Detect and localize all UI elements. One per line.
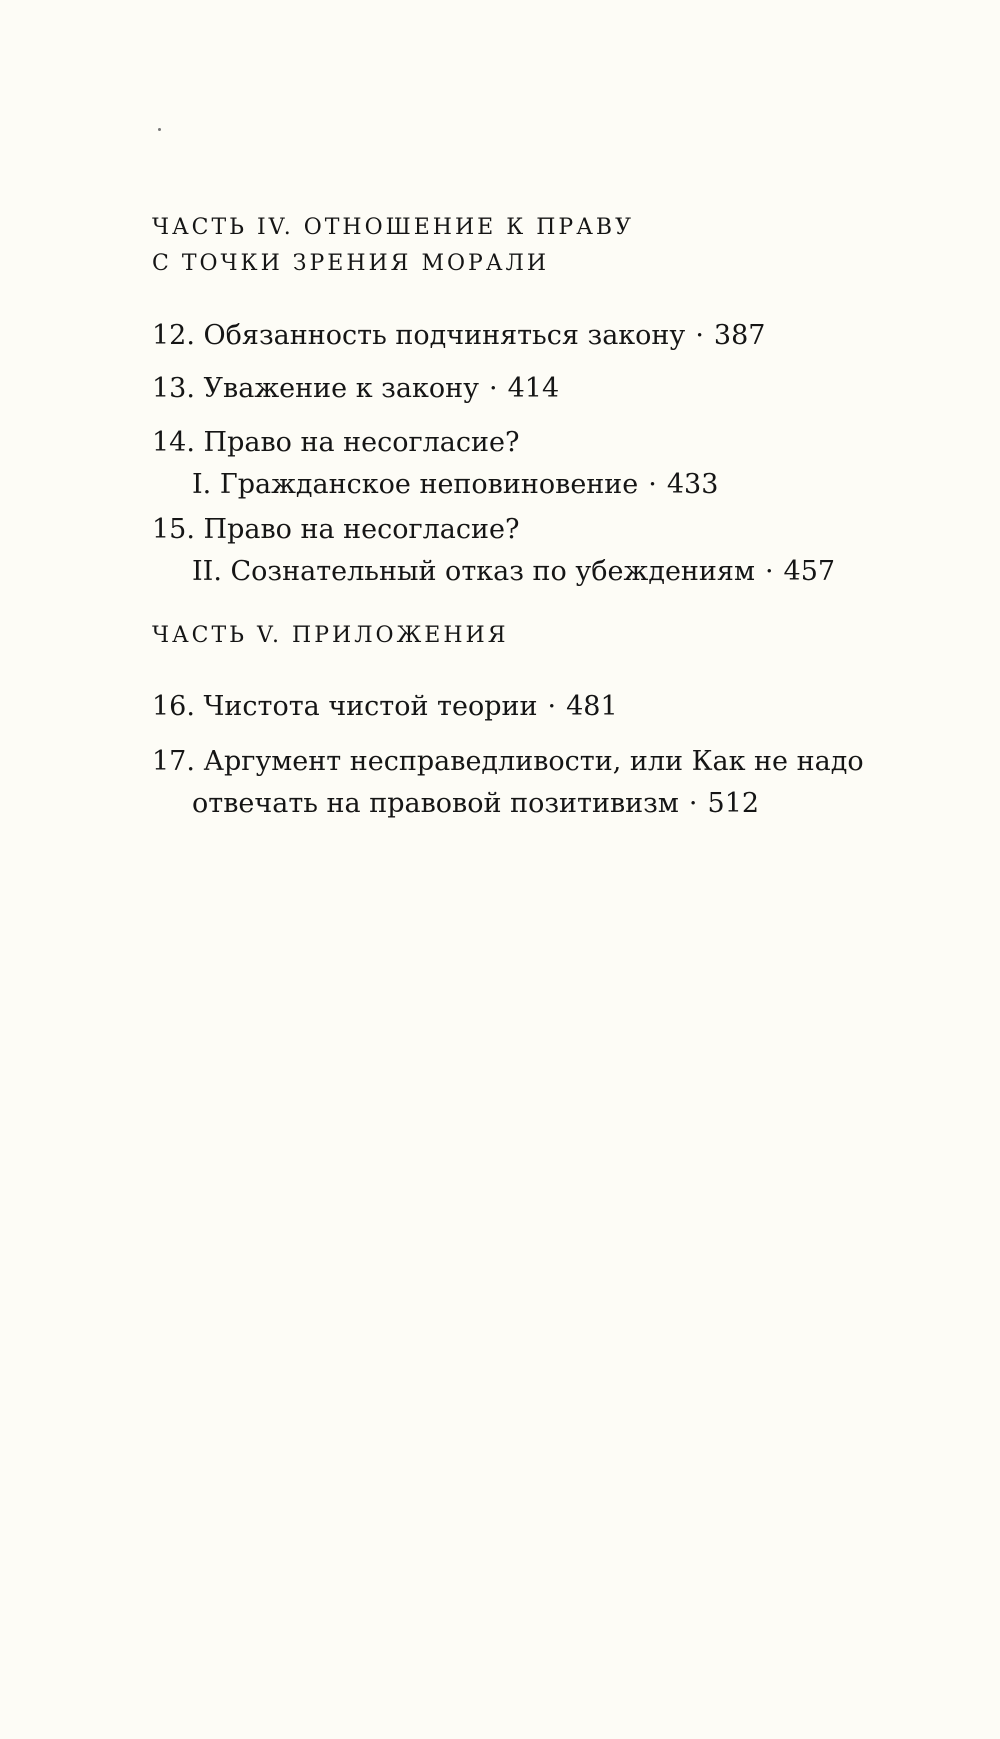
toc-page-number: 433 (666, 469, 719, 500)
toc-page-number: 414 (507, 373, 560, 404)
toc-entry-title: 16. Чистота чистой теории (152, 691, 538, 722)
toc-entry-subtitle-line (152, 783, 864, 825)
toc-separator: · (648, 469, 657, 500)
part-5-heading-line-1: ЧАСТЬ V. ПРИЛОЖЕНИЯ (152, 623, 509, 648)
toc-entry-title: 17. Аргумент несправедливости, или Как не надо (152, 746, 864, 777)
toc-entry-subtitle: II. Сознательный отказ по убеждениям (192, 556, 755, 587)
toc-entry-15[interactable] (152, 509, 835, 593)
toc-separator: · (489, 373, 498, 404)
toc-entry-16[interactable] (152, 686, 618, 728)
toc-entry-subtitle-line (152, 551, 835, 593)
toc-entry-14[interactable] (152, 422, 718, 506)
toc-entry-title: 13. Уважение к закону (152, 373, 479, 404)
toc-page-number: 481 (566, 691, 618, 722)
toc-entry-12[interactable] (152, 315, 765, 357)
toc-separator: · (547, 691, 557, 722)
toc-separator: · (695, 320, 704, 351)
toc-separator: · (688, 788, 698, 819)
toc-entry-title: 12. Обязанность подчиняться закону (152, 320, 686, 351)
page-speck (158, 128, 161, 131)
part-4-heading (152, 210, 634, 282)
toc-entry-subtitle-line (152, 464, 718, 506)
toc-entry-17[interactable] (152, 741, 864, 825)
toc-separator: · (764, 556, 774, 587)
toc-page-number: 387 (713, 320, 766, 351)
toc-entry-title: 14. Право на несогласие? (152, 427, 520, 458)
toc-entry-title: 15. Право на несогласие? (152, 514, 520, 545)
toc-entry-13[interactable] (152, 368, 559, 410)
toc-page-number: 512 (707, 788, 760, 819)
toc-entry-subtitle: I. Гражданское неповиновение (192, 469, 639, 500)
part-4-heading-line-1: ЧАСТЬ IV. ОТНОШЕНИЕ К ПРАВУ (152, 215, 634, 240)
part-5-heading (152, 618, 509, 654)
part-4-heading-line-2: С ТОЧКИ ЗРЕНИЯ МОРАЛИ (152, 251, 550, 276)
toc-entry-subtitle: отвечать на правовой позитивизм (192, 788, 679, 819)
toc-page-number: 457 (783, 556, 836, 587)
